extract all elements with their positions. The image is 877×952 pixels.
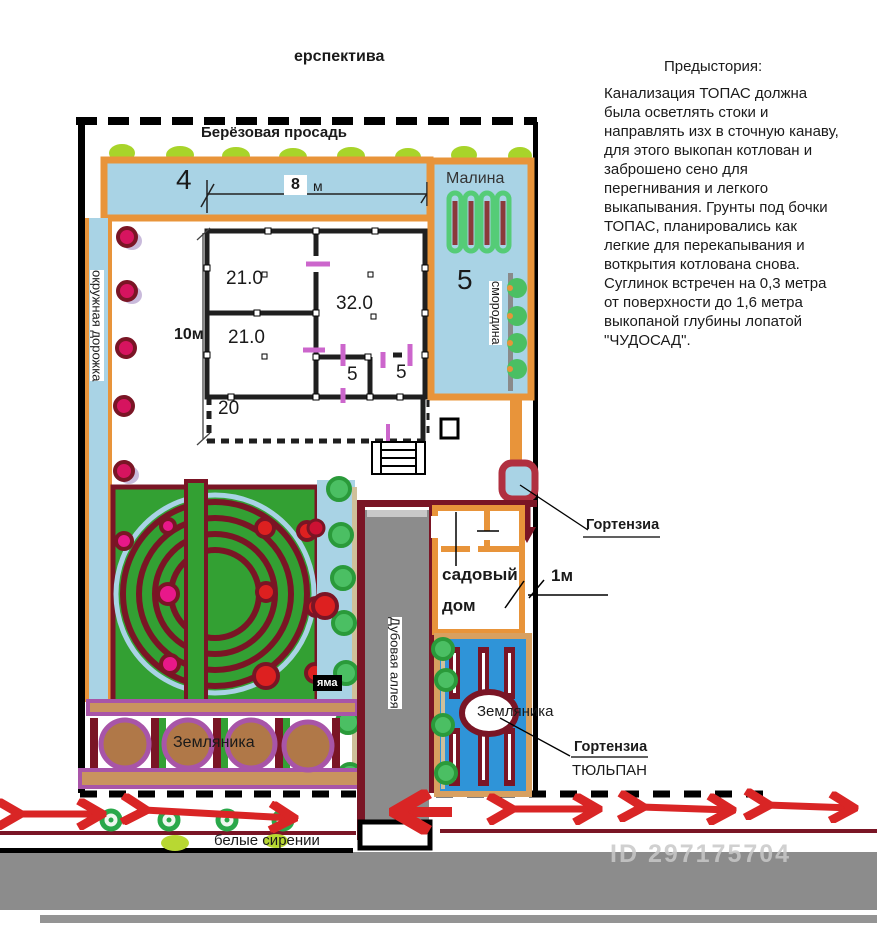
circular-garden: [113, 481, 325, 711]
raspberry-bed: [431, 161, 531, 397]
top-lawn-bed: [104, 160, 433, 218]
birch-row-label: Берёзовая просадь: [201, 124, 347, 141]
currant-label: смородина: [489, 281, 504, 345]
story-heading: Предыстория:: [664, 58, 763, 75]
garden-house-label-2: дом: [442, 596, 476, 615]
hydrangea-shrub: [502, 463, 535, 499]
rose-flowers-path: [115, 228, 142, 484]
top-bed-number: 4: [176, 164, 192, 195]
ring-path-label: окружная дорожка: [89, 270, 105, 382]
entrance-gate: [360, 822, 430, 848]
top-bed-dim-unit: м: [313, 178, 323, 194]
tulip-label: ТЮЛЬПАН: [572, 762, 647, 779]
room-area-mid-left: 21.0: [228, 327, 265, 348]
veranda-area: 20: [218, 398, 240, 419]
orange-connector: [510, 399, 522, 463]
strawberry-label-right: Земляника: [477, 703, 554, 720]
raspberry-label: Малина: [446, 170, 505, 187]
house-depth-dim: 10м: [174, 326, 204, 343]
staircase: [372, 442, 425, 474]
story-body: Канализация ТОПАС должна была осветлять стоки и направлять изх в сточную канаву, для этого выкопан котлован и заброшено сено для перегнивания и легкого выкапывания. Грунты под бочки ТОПАС, планировались как легкие для перекапывания и воткрытия котлована снова. Суглинок встречен на 0,3 метра от поверхности до 1,6 метра выкопаной глубины лопатой "ЧУДОСАД".: [604, 85, 839, 349]
lilac-label: белые сирении: [214, 832, 320, 849]
small-utility-box: [441, 419, 458, 438]
gap-dim-label: 1м: [551, 566, 574, 585]
strawberry-label-left: Земляника: [173, 734, 255, 751]
room-area-main: 32.0: [336, 293, 373, 314]
hydrangea-label-2: Гортензиа: [574, 739, 648, 755]
room-area-small-1: 5: [347, 364, 358, 385]
room-area-small-2: 5: [396, 362, 407, 383]
hydrangea-label-1: Гортензиа: [586, 517, 660, 533]
pit-label: яма: [313, 675, 342, 691]
raspberry-number: 5: [457, 264, 473, 295]
page-title: ерспектива: [294, 48, 385, 65]
watermark-id: ID 297175704: [610, 840, 792, 868]
garden-house-label-1: садовый: [442, 565, 518, 584]
top-bed-dim-value: 8: [284, 175, 307, 195]
house-floor-plan: [197, 228, 428, 474]
room-area-top-left: 21.0: [226, 268, 263, 289]
traffic-arrows: [18, 805, 852, 818]
oak-alley-label: Дубовая аллея: [387, 617, 403, 709]
